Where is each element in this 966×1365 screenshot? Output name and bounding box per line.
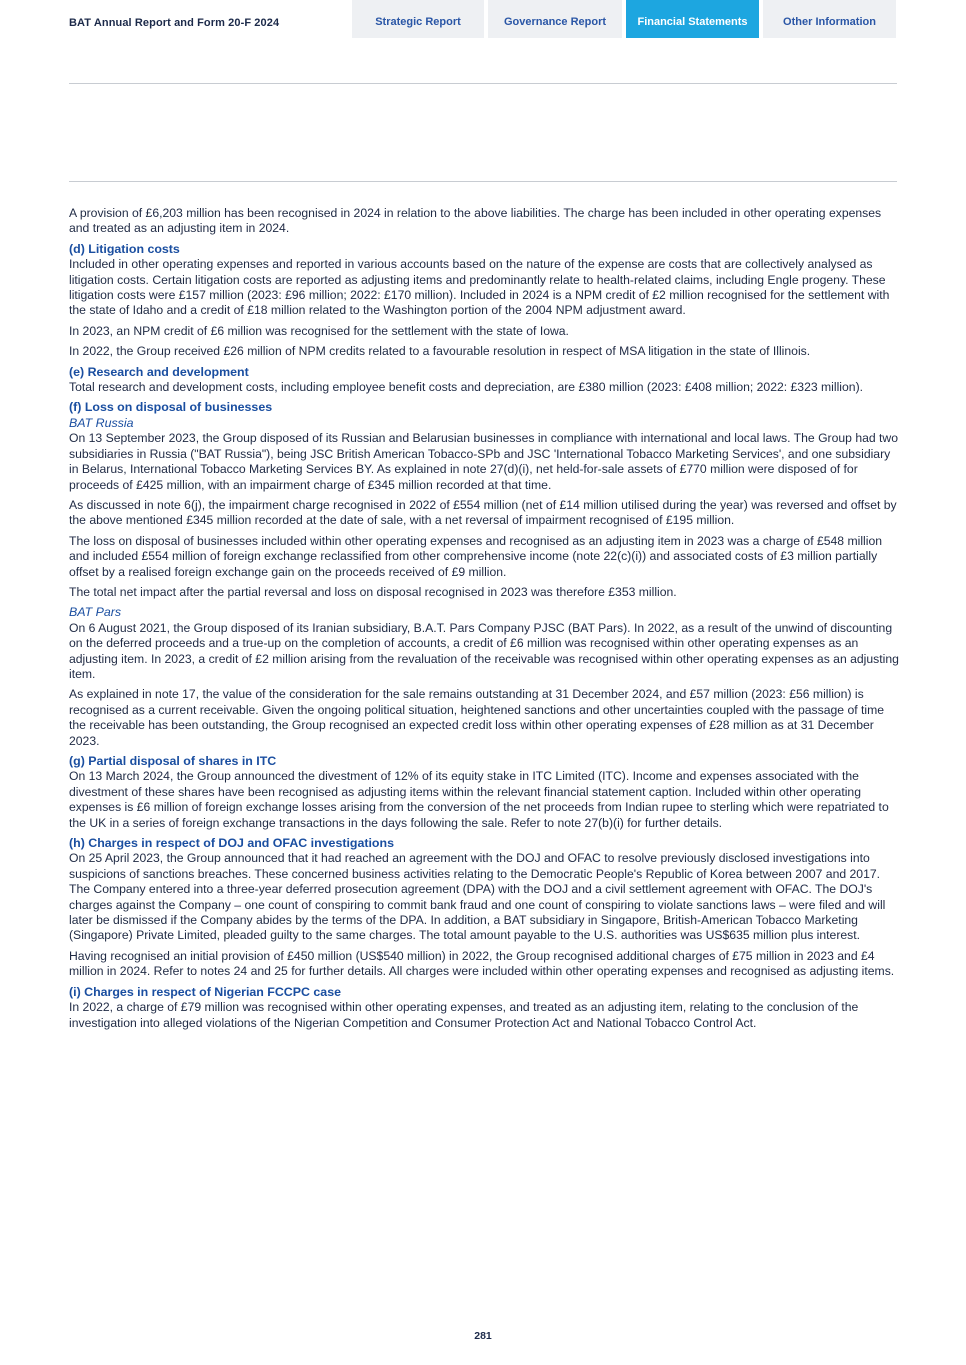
paragraph: Total research and development costs, including employee benefit costs and depreciation, are £380 million (2023: £408 million; 2022: £323 million).	[69, 380, 864, 395]
report-title: BAT Annual Report and Form 20-F 2024	[69, 17, 280, 29]
paragraph: On 6 August 2021, the Group disposed of its Iranian subsidiary, B.A.T. Pars Company PJSC (BAT Pars). In 2022, as a result of the unwind of discounting on the deferred proceeds and a true-up on the completion of accounts, a credit of £6 million was recognised within other operating expenses as an adjusting item. In 2023, a credit of £2 million arising from the revaluation of the receivable was recognised within other operating expenses as an adjusting item.	[69, 620, 899, 681]
paragraph: In 2022, the Group received £26 million of NPM credits related to a favourable resolution in respect of MSA litigation in the state of Illinois.	[69, 344, 811, 359]
top-navigation-bar	[0, 0, 966, 38]
subheading-bat-russia: BAT Russia	[69, 415, 134, 430]
paragraph: On 13 March 2024, the Group announced the divestment of 12% of its equity stake in ITC Limited (ITC). Income and expenses associated with the divestment of these shares have been recognised as adjusting items within the relevant financial statement caption. Included within other operating expenses is £6 million of foreign exchange losses arising from the conversion of the net proceeds from Indian rupee to sterling which were repatriated to the UK in a series of foreign exchange transactions in the days following the sale. Refer to note 27(b)(i) for further details.	[69, 769, 889, 830]
paragraph: On 13 September 2023, the Group disposed of its Russian and Belarusian businesses in compliance with international and local laws. The Group had two subsidiaries in Russia ("BAT Russia"), being JSC British American Tobacco-SPb and JSC 'International Tobacco Marketing Services', and one subsidiary in Belarus, International Tobacco Marketing Services BY. As explained in note 27(d)(i), net held-for-sale assets of £770 million were disposed of for proceeds of £425 million, with an impairment charge of £345 million recorded at that time.	[69, 431, 899, 492]
paragraph: In 2023, an NPM credit of £6 million was recognised for the settlement with the state of Iowa.	[69, 323, 569, 338]
paragraph: The loss on disposal of businesses included within other operating expenses and recognised as an adjusting item in 2023 was a charge of £548 million and included £554 million of foreign exchange reclassified from other comprehensive income (note 22(c)(i)) and associated costs of £3 million partially offset by a realised foreign exchange gain on the proceeds received of £9 million.	[69, 533, 883, 579]
subheading-bat-pars: BAT Pars	[69, 605, 122, 620]
intro-paragraph: A provision of £6,203 million has been recognised in 2024 in relation to the above liabilities. The charge has been included in other operating expenses and treated as an adjusting item in 2024.	[69, 206, 882, 236]
main-content	[69, 206, 899, 1036]
paragraph: On 25 April 2023, the Group announced that it had reached an agreement with the DOJ and OFAC to resolve previously disclosed investigations into suspicions of sanctions breaches. These concerned business activities relating to the Democratic People's Republic of Korea between 2007 and 2017. The Company entered into a three-year deferred prosecution agreement (DPA) with the DOJ and a civil settlement agreement with OFAC. The DOJ's charges against the Company – one count of conspiring to commit bank fraud and one count of conspiring to violate sanctions laws – were filed and will later be dismissed if the Company abides by the terms of the DPA. In addition, a BAT subsidiary in Singapore, British-American Tobacco Marketing (Singapore) Private Limited, pleaded guilty to the same charges. The total amount payable to the U.S. authorities was US$635 million plus interest.	[69, 851, 886, 943]
tab-strategic-report[interactable]: Strategic Report	[352, 0, 484, 38]
heading-litigation-costs: (d) Litigation costs	[69, 241, 180, 256]
heading-research-development: (e) Research and development	[69, 364, 249, 379]
heading-loss-on-disposal: (f) Loss on disposal of businesses	[69, 400, 273, 415]
tab-other-information[interactable]: Other Information	[763, 0, 896, 38]
paragraph: Having recognised an initial provision of £450 million (US$540 million) in 2022, the Group recognised additional charges of £75 million in 2023 and £4 million in 2024. Refer to notes 24 and 25 for further details. All charges were included within other operating expenses and recognised as adjusting items.	[69, 948, 895, 979]
tab-governance-report[interactable]: Governance Report	[488, 0, 622, 38]
divider-top	[69, 83, 897, 84]
paragraph: Included in other operating expenses and reported in various accounts based on the nature of the expense are costs that are collectively analysed as litigation costs. Certain litigation costs are reported as adjusting items and predominantly relate to health-related claims, including Engle progeny. These litigation costs were £157 million (2023: £96 million; 2022: £170 million). Included in 2024 is a NPM credit of £2 million recognised for the settlement with the state of Idaho and a credit of £18 million related to the Washington portion of the 2004 NPM adjustment award.	[69, 257, 890, 318]
heading-nigerian-fccpc: (i) Charges in respect of Nigerian FCCPC case	[69, 984, 341, 999]
heading-doj-ofac: (h) Charges in respect of DOJ and OFAC investigations	[69, 836, 394, 851]
tab-financial-statements[interactable]: Financial Statements	[626, 0, 759, 38]
paragraph: As explained in note 17, the value of the consideration for the sale remains outstanding at 31 December 2024, and £57 million (2023: £56 million) is recognised as a current receivable. Given the ongoing political situation, heightened sanctions and other uncertainties coupled with the passage of time the receivable has been outstanding, the Group recognised an expected credit loss within other operating expenses of £28 million as at 31 December 2023.	[69, 687, 885, 748]
heading-partial-disposal-itc: (g) Partial disposal of shares in ITC	[69, 754, 277, 768]
paragraph: In 2022, a charge of £79 million was recognised within other operating expenses, and treated as an adjusting item, relating to the conclusion of the investigation into alleged violations of the Nigerian Competition and Consumer Protection Act and National Tobacco Control Act.	[69, 1000, 859, 1030]
page-number: 281	[474, 1330, 492, 1342]
section-tabs	[352, 0, 896, 38]
paragraph: The total net impact after the partial reversal and loss on disposal recognised in 2023 was therefore £353 million.	[69, 584, 677, 599]
paragraph: As discussed in note 6(j), the impairment charge recognised in 2022 of £554 million (net of £14 million utilised during the year) was reversed and offset by the above mentioned £345 million recorded at the date of sale, with a net reversal of impairment recognised of £195 million.	[69, 497, 897, 528]
divider-bottom	[69, 181, 897, 182]
